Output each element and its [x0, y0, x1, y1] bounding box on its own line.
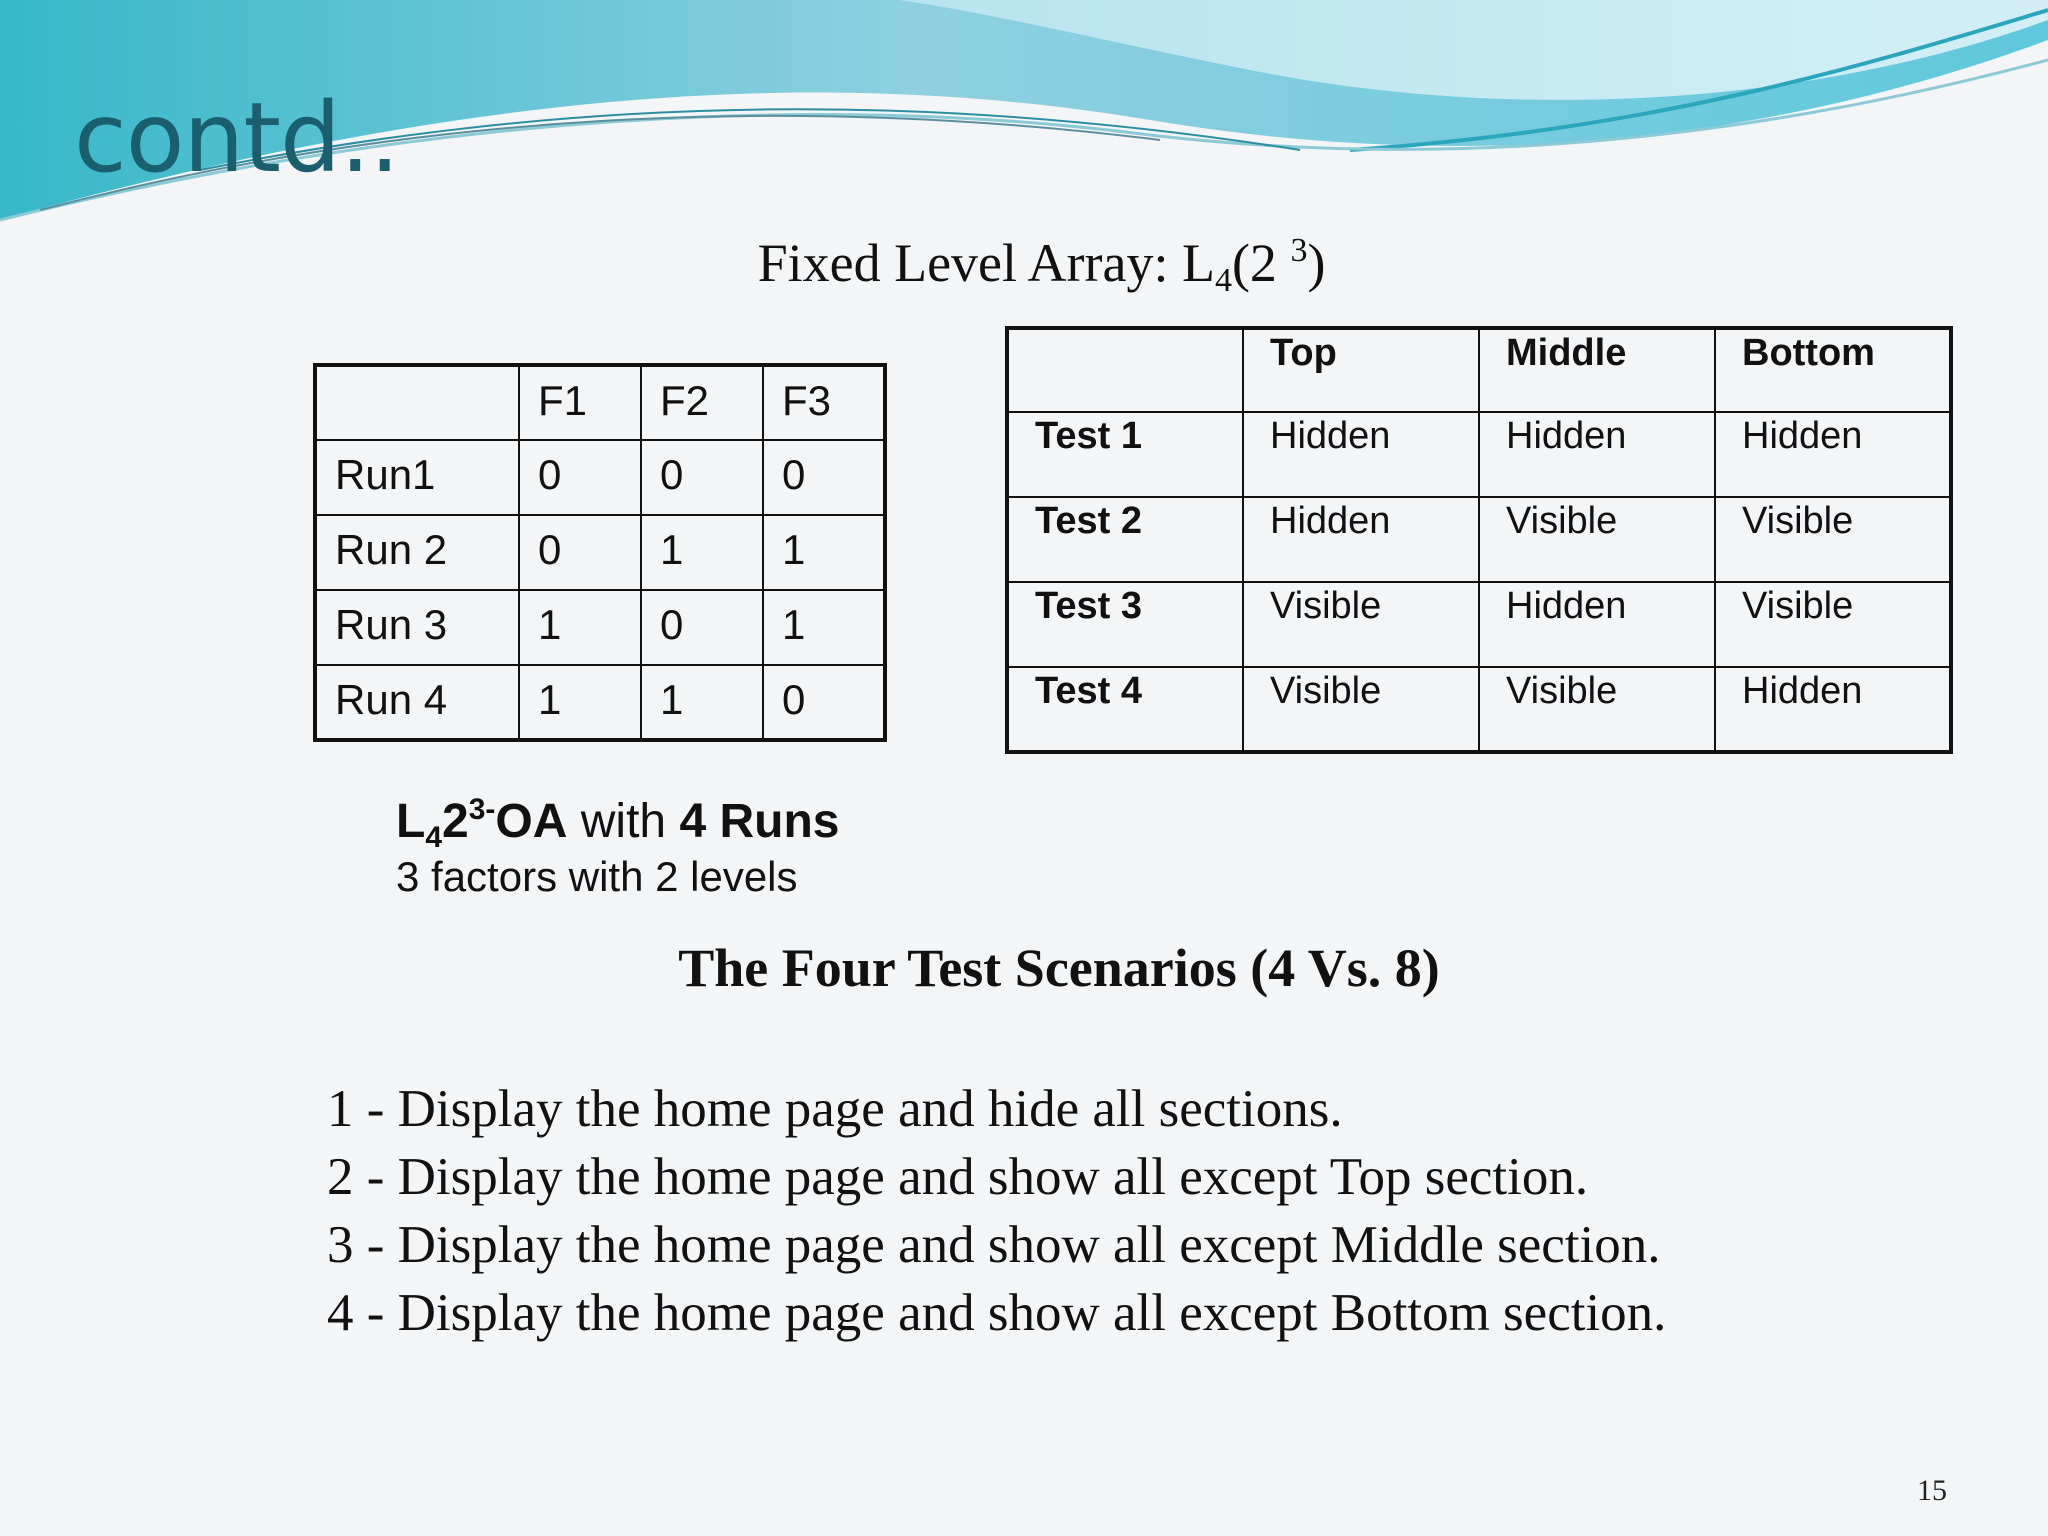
table-cell: 1	[641, 515, 763, 590]
table-cell: Hidden	[1715, 412, 1951, 497]
table-cell: Run1	[315, 440, 519, 515]
scenario-list	[327, 1075, 1666, 1347]
table-cell: Test 3	[1007, 582, 1243, 667]
table-cell: 1	[519, 665, 641, 740]
table-row	[1007, 412, 1951, 497]
oa-with: with	[567, 795, 680, 848]
table-row	[1007, 667, 1951, 752]
table-cell: Hidden	[1243, 497, 1479, 582]
table-cell: 0	[641, 440, 763, 515]
table-cell: Visible	[1243, 667, 1479, 752]
oa-subscript: 4	[425, 821, 443, 854]
table-header-cell: Top	[1243, 328, 1479, 412]
table-cell: Run 4	[315, 665, 519, 740]
table-row	[315, 590, 885, 665]
oa-description: 3 factors with 2 levels	[396, 853, 798, 900]
oa-caption	[396, 793, 839, 855]
page-number: 15	[1917, 1474, 1947, 1507]
test-scenario-table	[1005, 326, 1953, 754]
table-cell: 1	[763, 590, 885, 665]
subtitle-superscript: 3	[1290, 232, 1308, 269]
oa-superscript: 3-	[468, 793, 496, 826]
table-cell: Hidden	[1479, 412, 1715, 497]
table-cell: Test 2	[1007, 497, 1243, 582]
table-cell: Run 2	[315, 515, 519, 590]
list-item: 4 - Display the home page and show all except Bottom section.	[327, 1284, 1667, 1342]
table-header-cell	[1007, 328, 1243, 412]
table-cell: Visible	[1715, 582, 1951, 667]
table-cell: 0	[519, 440, 641, 515]
table-cell: 0	[763, 665, 885, 740]
table-header-cell	[315, 365, 519, 440]
table-header-row	[1007, 328, 1951, 412]
list-item: 3 - Display the home page and show all except Middle section.	[327, 1216, 1661, 1274]
table-cell: Test 4	[1007, 667, 1243, 752]
oa-runs: 4 Runs	[679, 795, 840, 848]
list-item: 1 - Display the home page and hide all sections.	[327, 1080, 1343, 1138]
slide-subtitle	[0, 232, 2048, 300]
table-row	[315, 515, 885, 590]
oa-label: OA	[495, 795, 568, 848]
table-row	[315, 665, 885, 740]
table-cell: Hidden	[1243, 412, 1479, 497]
oa-base: 2	[442, 795, 469, 848]
table-cell: Visible	[1479, 497, 1715, 582]
table-row	[1007, 582, 1951, 667]
list-item: 2 - Display the home page and show all except Top section.	[327, 1148, 1589, 1206]
table-header-cell: F3	[763, 365, 885, 440]
subtitle-close: )	[1307, 233, 1326, 293]
subtitle-text: Fixed Level Array: L	[757, 233, 1215, 293]
table-header-row	[315, 365, 885, 440]
table-cell: 1	[641, 665, 763, 740]
table-cell: 1	[763, 515, 885, 590]
table-cell: 0	[641, 590, 763, 665]
subtitle-subscript: 4	[1214, 262, 1232, 299]
table-cell: Test 1	[1007, 412, 1243, 497]
table-cell: Visible	[1243, 582, 1479, 667]
table-row	[315, 440, 885, 515]
table-cell: 0	[519, 515, 641, 590]
table-header-cell: Bottom	[1715, 328, 1951, 412]
oa-l: L	[396, 795, 426, 848]
scenarios-title: The Four Test Scenarios (4 Vs. 8)	[678, 938, 1440, 998]
table-header-cell: F2	[641, 365, 763, 440]
table-cell: Visible	[1479, 667, 1715, 752]
slide-title: contd..	[74, 82, 399, 194]
table-cell: Hidden	[1479, 582, 1715, 667]
table-cell: Hidden	[1715, 667, 1951, 752]
table-header-cell: Middle	[1479, 328, 1715, 412]
table-header-cell: F1	[519, 365, 641, 440]
table-cell: Run 3	[315, 590, 519, 665]
table-row	[1007, 497, 1951, 582]
table-cell: Visible	[1715, 497, 1951, 582]
table-cell: 0	[763, 440, 885, 515]
subtitle-open: (2	[1231, 233, 1291, 293]
factor-table	[313, 363, 887, 742]
table-cell: 1	[519, 590, 641, 665]
